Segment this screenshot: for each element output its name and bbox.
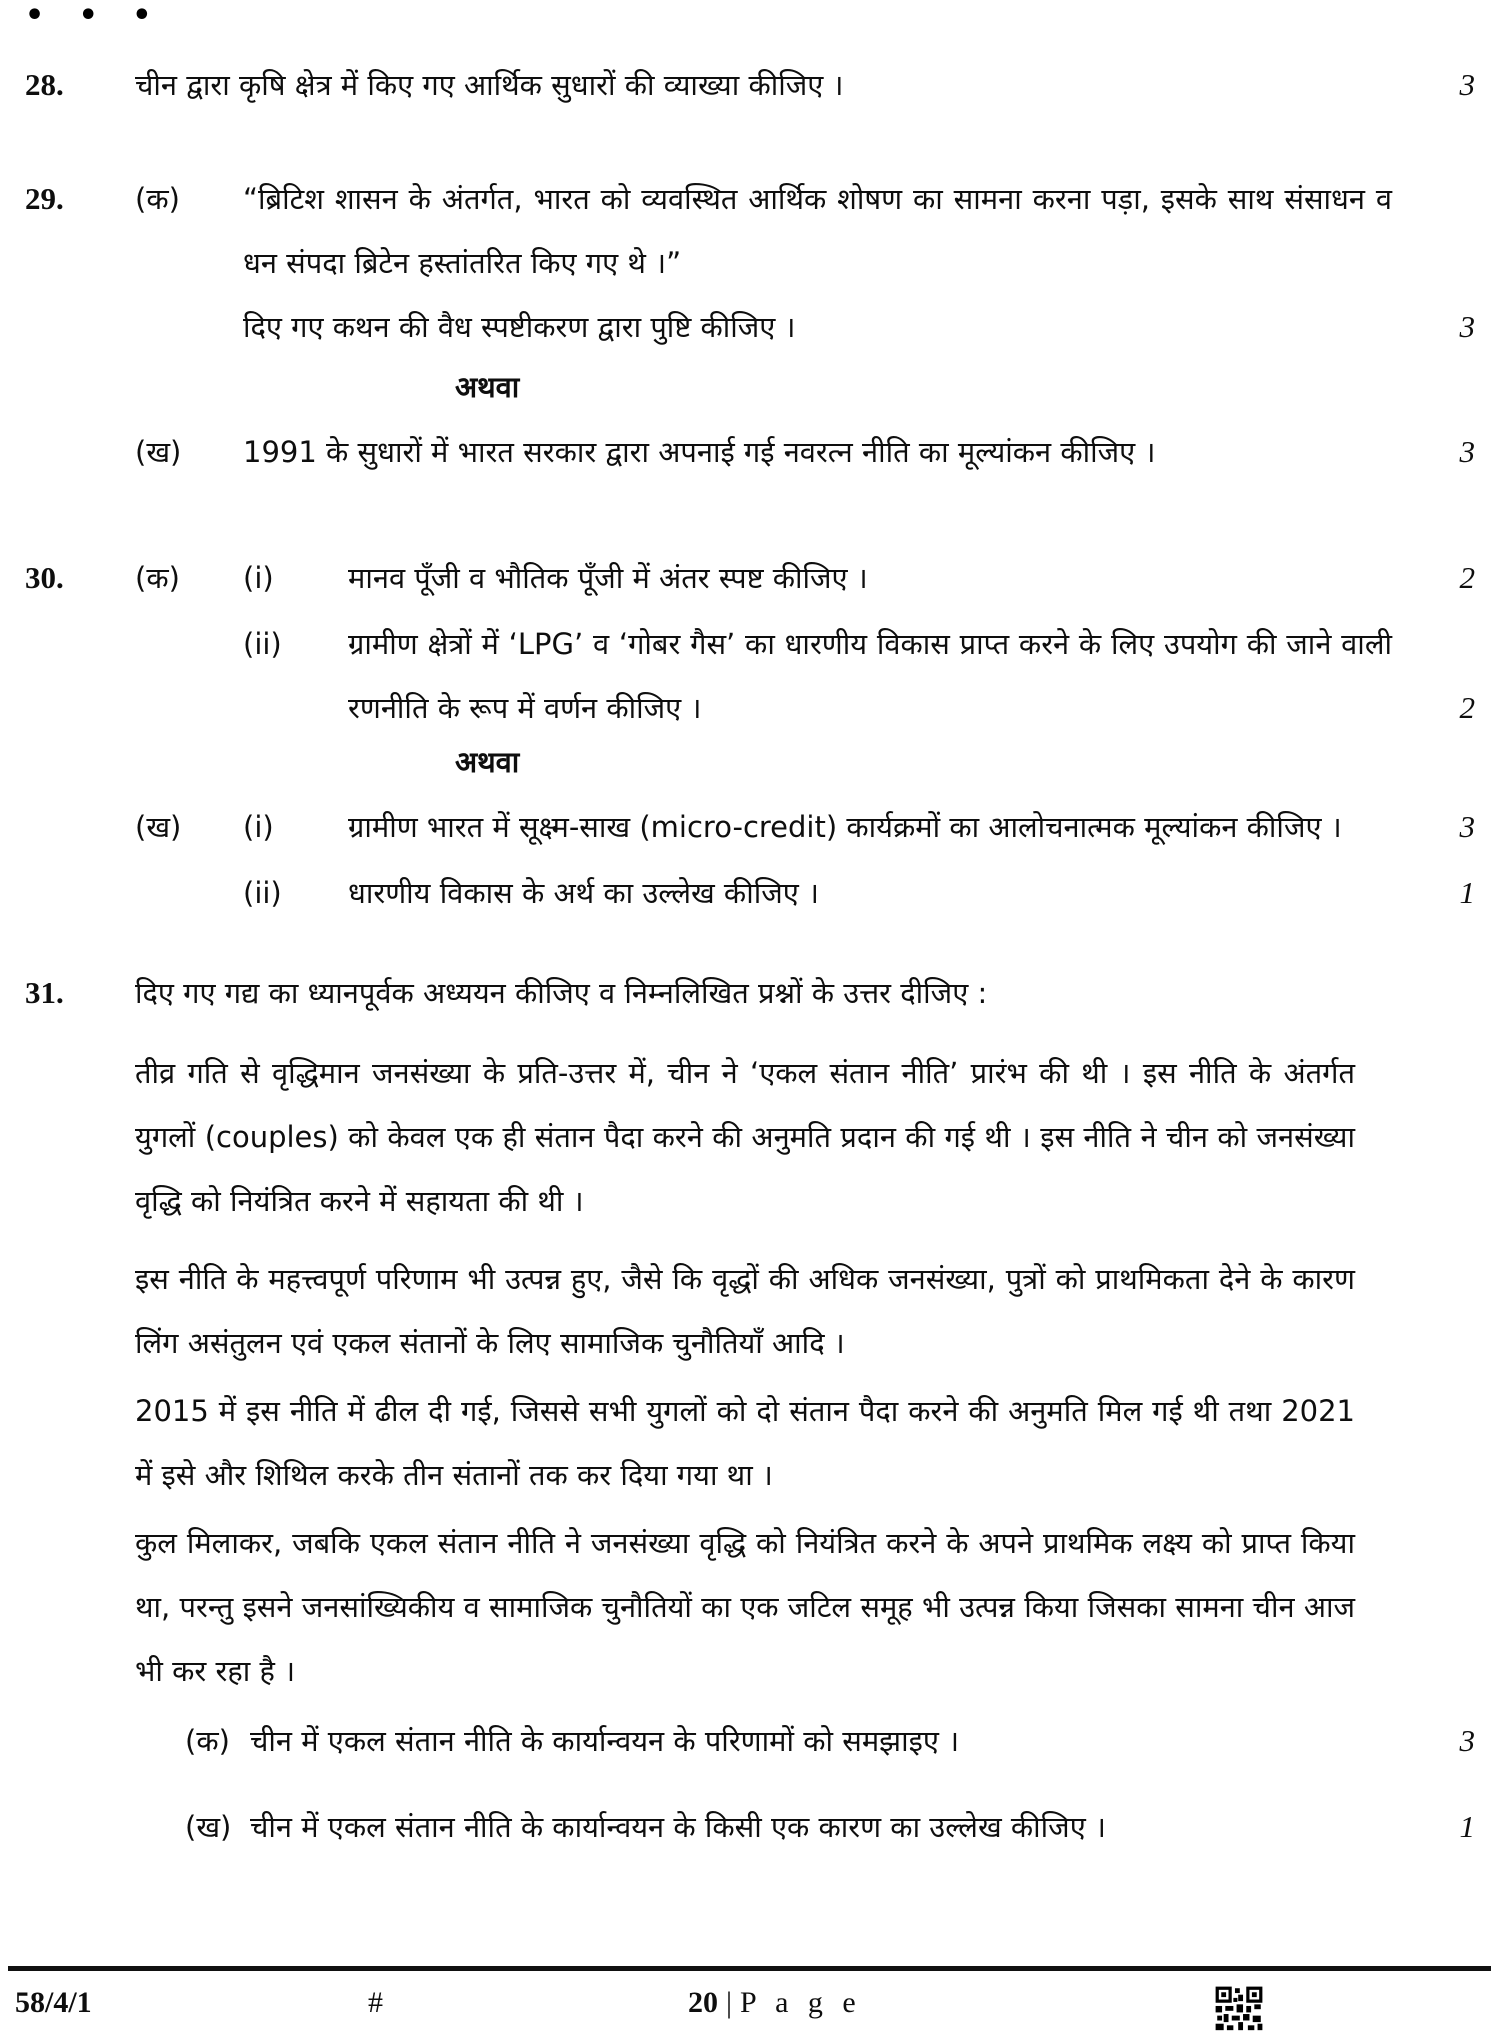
page-separator: |: [726, 1986, 733, 2019]
question-text: ग्रामीण भारत में सूक्ष्म-साख (micro-credit) कार्यक्रमों का आलोचनात्मक मूल्यांकन कीजिए ।: [348, 810, 1342, 844]
page-number: 20: [688, 1986, 718, 2019]
subpart-label: (ii): [243, 627, 282, 661]
marks-value: 1: [1459, 875, 1475, 910]
part-label: (क): [135, 561, 180, 595]
question-text: चीन में एकल संतान नीति के कार्यान्वयन के परिणामों को समझाइए ।: [250, 1724, 960, 1758]
part-label: (क): [185, 1724, 230, 1758]
part-label: (ख): [135, 810, 182, 844]
question-30-part-b-i: [25, 795, 1475, 859]
question-number: 31.: [25, 975, 64, 1010]
part-label: (ख): [185, 1810, 232, 1844]
subpart-label: (i): [243, 561, 274, 595]
intro-text: दिए गए गद्य का ध्यानपूर्वक अध्ययन कीजिए व निम्नलिखित प्रश्नों के उत्तर दीजिए :: [135, 976, 988, 1010]
passage-paragraph: कुल मिलाकर, जबकि एकल संतान नीति ने जनसंख्या वृद्धि को नियंत्रित करने के अपने प्राथमिक लक्ष्य को प्राप्त किया था, परन्तु इसने जनसांख्यिकीय व सामाजिक चुनौतियों का एक जटिल समूह भी उत्पन्न किया जिसका सामना चीन आज भी कर रहा है ।: [135, 1526, 1355, 1688]
part-label: (क): [135, 182, 180, 216]
or-separator: अथवा: [455, 745, 520, 779]
or-separator: अथवा: [455, 370, 520, 404]
task-text: दिए गए कथन की वैध स्पष्टीकरण द्वारा पुष्टि कीजिए ।: [243, 310, 796, 344]
question-29-part-b: [25, 420, 1475, 484]
marks-value: 1: [1459, 1809, 1475, 1844]
page-number-label: [688, 1986, 862, 2020]
question-text: चीन द्वारा कृषि क्षेत्र में किए गए आर्थिक सुधारों की व्याख्या कीजिए ।: [135, 68, 844, 102]
subpart-label: (ii): [243, 876, 282, 910]
question-text: मानव पूँजी व भौतिक पूँजी में अंतर स्पष्ट कीजिए ।: [348, 561, 868, 595]
subpart-label: (i): [243, 810, 274, 844]
marks-value: 3: [1459, 1723, 1475, 1758]
question-31-intro: [25, 961, 1475, 1025]
question-number: 30.: [25, 560, 64, 595]
question-text: चीन में एकल संतान नीति के कार्यान्वयन के किसी एक कारण का उल्लेख कीजिए ।: [250, 1810, 1106, 1844]
marks-value: 2: [1459, 690, 1475, 725]
question-text: ग्रामीण क्षेत्रों में ‘LPG’ व ‘गोबर गैस’ का धारणीय विकास प्राप्त करने के लिए उपयोग की जाने वाली रणनीति के रूप में वर्णन कीजिए ।: [348, 627, 1392, 725]
marks-value: 3: [1459, 809, 1475, 844]
question-number: 29.: [25, 181, 64, 216]
question-30-part-a-ii: [25, 612, 1475, 740]
passage-paragraph: 2015 में इस नीति में ढील दी गई, जिससे सभी युगलों को दो संतान पैदा करने की अनुमति मिल गई थी तथा 2021 में इसे और शिथिल करके तीन संतानों तक कर दिया गया था ।: [135, 1394, 1355, 1492]
question-29-part-a: [25, 167, 1475, 359]
part-label: (ख): [135, 435, 182, 469]
passage-paragraph: तीव्र गति से वृद्धिमान जनसंख्या के प्रति-उत्तर में, चीन ने ‘एकल संतान नीति’ प्रारंभ की थी । इस नीति के अंतर्गत युगलों (couples) को केवल एक ही संतान पैदा करने की अनुमति प्रदान की गई थी । इस नीति ने चीन को जनसंख्या वृद्धि को नियंत्रित करने में सहायता की थी ।: [135, 1056, 1355, 1218]
question-text: धारणीय विकास के अर्थ का उल्लेख कीजिए ।: [348, 876, 819, 910]
question-30-part-b-ii: [25, 861, 1475, 925]
question-28: [25, 53, 1475, 117]
paper-code: 58/4/1: [15, 1986, 92, 2019]
qr-code: [1208, 1985, 1270, 2034]
marks-value: 3: [1459, 309, 1475, 344]
question-30-part-a-i: [25, 546, 1475, 610]
page-word: P a g e: [740, 1986, 862, 2019]
continuation-dots-icon: • • •: [25, 0, 164, 33]
passage-paragraph: इस नीति के महत्त्वपूर्ण परिणाम भी उत्पन्न हुए, जैसे कि वृद्धों की अधिक जनसंख्या, पुत्रों को प्राथमिकता देने के कारण लिंग असंतुलन एवं एकल संतानों के लिए सामाजिक चुनौतियाँ आदि ।: [135, 1262, 1355, 1360]
marks-value: 3: [1459, 434, 1475, 469]
footer-divider: [8, 1966, 1491, 1971]
marks-value: 2: [1459, 560, 1475, 595]
question-31-part-a: [25, 1709, 1475, 1773]
question-text: 1991 के सुधारों में भारत सरकार द्वारा अपनाई गई नवरत्न नीति का मूल्यांकन कीजिए ।: [243, 435, 1156, 469]
question-31-part-b: [25, 1795, 1475, 1859]
question-number: 28.: [25, 67, 64, 102]
hash-symbol: #: [368, 1986, 383, 2019]
statement-text: “ब्रिटिश शासन के अंतर्गत, भारत को व्यवस्थित आर्थिक शोषण का सामना करना पड़ा, इसके साथ संसाधन व धन संपदा ब्रिटेन हस्तांतरित किए गए थे ।”: [243, 182, 1392, 280]
page-footer: [0, 1978, 1505, 2034]
marks-value: 3: [1459, 67, 1475, 102]
